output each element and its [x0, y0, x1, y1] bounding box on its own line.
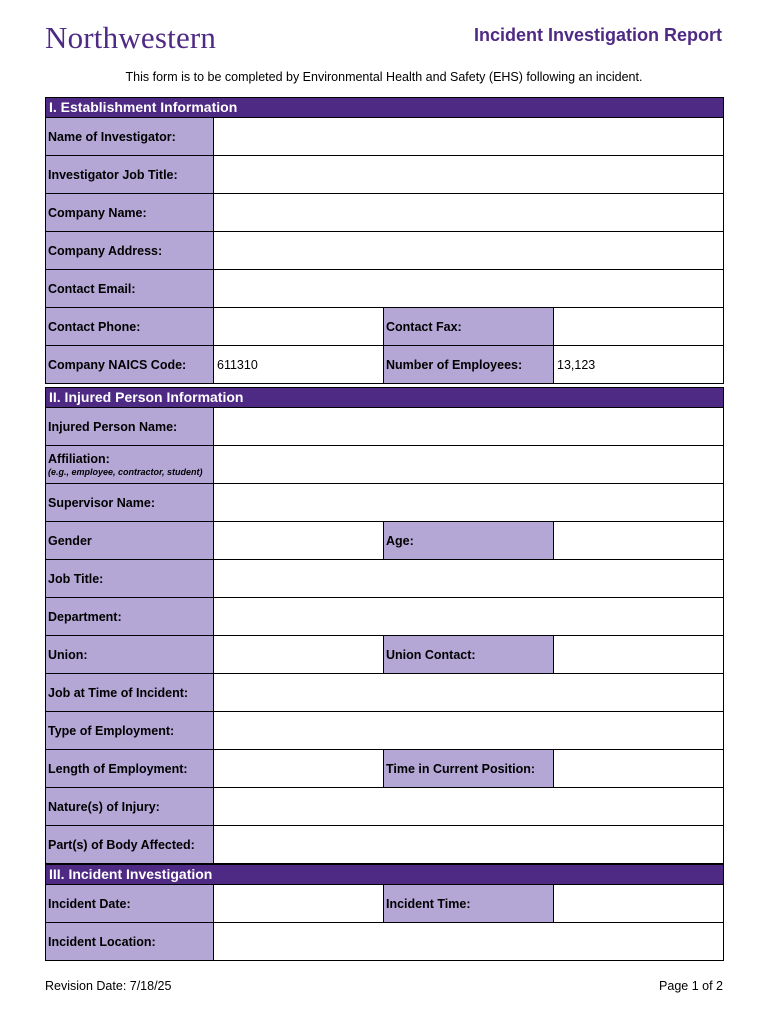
- supervisor-name-field[interactable]: [214, 484, 723, 521]
- section-injured-person: [45, 387, 724, 864]
- contact-phone-field[interactable]: [214, 308, 384, 345]
- company-address-field[interactable]: [214, 232, 723, 269]
- field-label: Name of Investigator:: [46, 118, 214, 155]
- field-label: Contact Fax:: [384, 308, 554, 345]
- field-label: Supervisor Name:: [46, 484, 214, 521]
- form-row: [46, 118, 723, 156]
- incident-time-field[interactable]: [554, 885, 723, 922]
- investigator-name-field[interactable]: [214, 118, 723, 155]
- field-label: Gender: [46, 522, 214, 559]
- field-label: Job Title:: [46, 560, 214, 597]
- form-row: [46, 750, 723, 788]
- field-label: Time in Current Position:: [384, 750, 554, 787]
- section-incident-investigation: [45, 864, 724, 961]
- field-label: Investigator Job Title:: [46, 156, 214, 193]
- injury-nature-field[interactable]: [214, 788, 723, 825]
- union-contact-field[interactable]: [554, 636, 723, 673]
- union-field[interactable]: [214, 636, 384, 673]
- form-row: [46, 308, 723, 346]
- affiliation-field[interactable]: [214, 446, 723, 483]
- section-establishment: [45, 97, 724, 384]
- section-header: III. Incident Investigation: [46, 865, 723, 885]
- form-row: [46, 232, 723, 270]
- department-field[interactable]: [214, 598, 723, 635]
- form-row: [46, 270, 723, 308]
- form-row: [46, 674, 723, 712]
- affiliation-note: (e.g., employee, contractor, student): [48, 467, 203, 477]
- form-row: [46, 923, 723, 960]
- field-label: Age:: [384, 522, 554, 559]
- revision-date: Revision Date: 7/18/25: [45, 979, 172, 993]
- field-label: Part(s) of Body Affected:: [46, 826, 214, 863]
- section-header: II. Injured Person Information: [46, 388, 723, 408]
- form-row: [46, 712, 723, 750]
- form-row: [46, 560, 723, 598]
- job-at-incident-field[interactable]: [214, 674, 723, 711]
- field-label: Number of Employees:: [384, 346, 554, 383]
- incident-date-field[interactable]: [214, 885, 384, 922]
- form-row: [46, 598, 723, 636]
- field-label: Company Address:: [46, 232, 214, 269]
- form-row: [46, 156, 723, 194]
- form-row: [46, 636, 723, 674]
- field-label: Affiliation:: [48, 452, 110, 466]
- form-row: [46, 346, 723, 383]
- gender-field[interactable]: [214, 522, 384, 559]
- field-label: Company Name:: [46, 194, 214, 231]
- employment-type-field[interactable]: [214, 712, 723, 749]
- form-row: [46, 194, 723, 232]
- page-number: Page 1 of 2: [659, 979, 723, 993]
- field-label: Length of Employment:: [46, 750, 214, 787]
- employment-length-field[interactable]: [214, 750, 384, 787]
- field-label: Type of Employment:: [46, 712, 214, 749]
- form-row: [46, 484, 723, 522]
- field-label: Incident Time:: [384, 885, 554, 922]
- time-in-position-field[interactable]: [554, 750, 723, 787]
- field-label: Nature(s) of Injury:: [46, 788, 214, 825]
- intro-text: This form is to be completed by Environmental Health and Safety (EHS) following an incident.: [125, 70, 643, 84]
- field-label: Union:: [46, 636, 214, 673]
- field-label: Department:: [46, 598, 214, 635]
- field-label: Contact Phone:: [46, 308, 214, 345]
- field-label: Incident Location:: [46, 923, 214, 960]
- affiliation-label: [46, 446, 214, 483]
- form-row: [46, 408, 723, 446]
- form-row: [46, 446, 723, 484]
- field-label: Company NAICS Code:: [46, 346, 214, 383]
- body-parts-field[interactable]: [214, 826, 723, 863]
- form-row: [46, 885, 723, 923]
- age-field[interactable]: [554, 522, 723, 559]
- section-header: I. Establishment Information: [46, 98, 723, 118]
- investigator-title-field[interactable]: [214, 156, 723, 193]
- contact-email-field[interactable]: [214, 270, 723, 307]
- form-row: [46, 826, 723, 863]
- northwestern-logo: Northwestern: [45, 20, 217, 55]
- job-title-field[interactable]: [214, 560, 723, 597]
- naics-code-field[interactable]: 611310: [214, 346, 384, 383]
- injured-name-field[interactable]: [214, 408, 723, 445]
- contact-fax-field[interactable]: [554, 308, 723, 345]
- field-label: Injured Person Name:: [46, 408, 214, 445]
- incident-location-field[interactable]: [214, 923, 723, 960]
- employees-count-field[interactable]: 13,123: [557, 357, 596, 372]
- company-name-field[interactable]: [214, 194, 723, 231]
- field-label: Contact Email:: [46, 270, 214, 307]
- field-label: Incident Date:: [46, 885, 214, 922]
- field-label: Job at Time of Incident:: [46, 674, 214, 711]
- report-title: Incident Investigation Report: [473, 25, 722, 45]
- field-label: Union Contact:: [384, 636, 554, 673]
- form-row: [46, 522, 723, 560]
- form-row: [46, 788, 723, 826]
